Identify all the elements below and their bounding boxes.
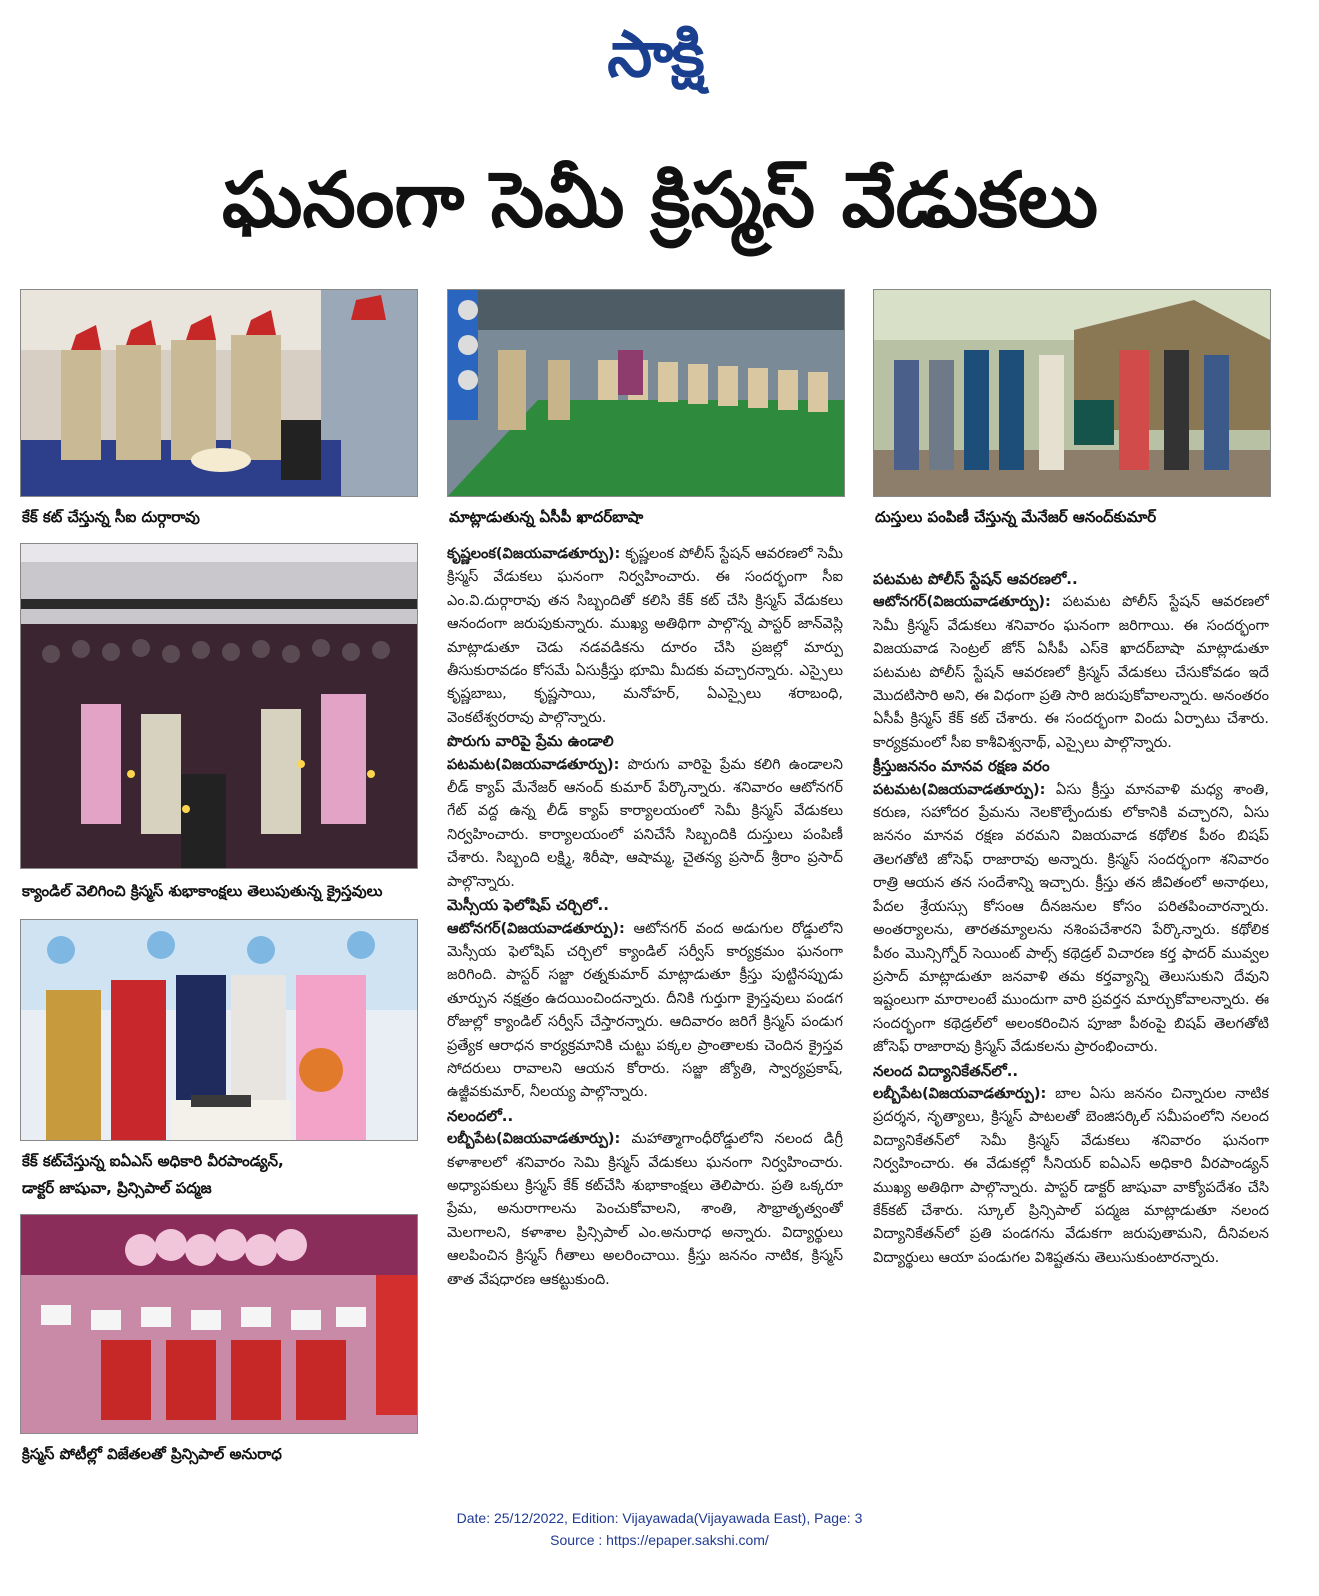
dateline: పటమట(విజయవాడతూర్పు):: [873, 781, 1046, 798]
photo-clothes-distribution: [873, 289, 1271, 497]
dateline: లబ్బీపేట(విజయవాడతూర్పు):: [447, 1131, 621, 1148]
paragraph-leadcap: [447, 754, 843, 894]
sakshi-logo: సాక్షి: [607, 17, 703, 92]
photo-competition-winners: [20, 1214, 418, 1434]
paragraph-nalanda-vidyaniketan: [873, 1083, 1269, 1270]
paragraph-text: ఆటోనగర్ వంద అడుగుల రోడ్డులోని మెస్సీయ ఫెలోషిప్ చర్చిలో క్యాండిల్ సర్వీస్ కార్యక్రమం ఘనంగా జరిగింది. పాస్టర్ సజ్జా రత్నకుమార్ మాట్లాడుతూ క్రీస్తు పుట్టినప్పుడు తూర్పున నక్షత్రం ఉదయించిందన్నారు. దీనికి గుర్తుగా క్రైస్తవులు పండగ రోజుల్లో క్యాండిల్ సర్వీస్ చేస్తారన్నారు. ఆదివారం జరిగే క్రిస్మస్ పండుగ ప్రత్యేక ఆరాధన కార్యక్రమానికి చుట్టు పక్కల ప్రాంతాలకు చెందిన క్రైస్తవ సోదరులు రావాలని ఆయన కోరారు. సజ్జా జ్యోతి, స్వార్యప్రకాష్, ఉజ్జీవకుమార్, నీలయ్య పాల్గొన్నారు.: [447, 920, 843, 1101]
paragraph-text: బాల ఏసు జననం చిన్నారుల నాటిక ప్రదర్శన, నృత్యాలు, క్రిస్మస్ పాటలతో బెంజిసర్కిల్ సమీపంలోని నలంద విద్యానికేతన్‌లో సెమీ క్రిస్మస్ వేడుకలు శనివారం ఘనంగా నిర్వహించారు. ఈ వేడుకల్లో సీనియర్ ఐఏఎస్ అధికారి వీరపాండ్యన్ ముఖ్య అతిథిగా పాల్గొన్నారు. పాస్టర్ డాక్టర్ జాషువా వాక్యోపదేశం చేసి కేక్‌కట్ చేశారు. స్కూల్ ప్రిన్సిపాల్ పద్మజ మాట్లాడుతూ నలంద విద్యానికేతన్‌లో ప్రతి పండగను వేడుకగా జరుపుతామని, దీనివలన విద్యార్థులు ఆయా పండుగల విశిష్టతను తెలుసుకుంటారన్నారు.: [873, 1085, 1269, 1266]
paragraph-krishnalanka: [447, 543, 843, 730]
paragraph-text: కృష్ణలంక పోలీస్ స్టేషన్ ఆవరణలో సెమీ క్రిస్మస్ వేడుకలు ఘనంగా నిర్వహించారు. ఈ సందర్భంగా సీఐ ఎం.వి.దుర్గారావు తన సిబ్బందితో కలిసి కేక్ కట్ చేసి క్రిస్మస్ వేడుకలు ఆనందంగా జరుపుకున్నారు. ముఖ్య అతిథిగా పాల్గొన్న పాస్టర్ జాన్‌వెస్లి మాట్లాడుతూ చెడు నడవడికను దూరం చేసి ప్రజల్లో మార్పు తీసుకురావడం కోసమే ఏసుక్రీస్తు భూమి మీదకు వచ్చారన్నారు. ఎస్సైలు కృష్ణబాబు, కృష్ణసాయి, మనోహర్, ఏఎస్సైలు శరాబంధి, వెంకటేశ్వరరావు పాల్గొన్నారు.: [447, 546, 843, 726]
photo2-caption: మాట్లాడుతున్న ఏసీపీ ఖాదర్‌బాషా: [449, 508, 644, 526]
photo-candle-lighting: [20, 543, 418, 869]
photo-ias-cake-cutting: [20, 919, 418, 1141]
dateline: ఆటోనగర్(విజయవాడతూర్పు):: [873, 594, 1051, 611]
subheading: క్రీస్తుజననం మానవ రక్షణ వరం: [873, 757, 1050, 776]
paragraph-text: పొరుగు వారిపై ప్రేమ కలిగి ఉండాలని లీడ్ క్యాప్ మేనేజర్ ఆనంద్ కుమార్ పేర్కొన్నారు. శనివారం ఆటోనగర్ గేట్ వద్ద ఉన్న లీడ్ క్యాప్ కార్యాలయంలో సెమీ క్రిస్మస్ వేడుకలు నిర్వహించారు. కార్యాలయంలో పనిచేసే సిబ్బందికి దుస్తులు పంపిణీ చేశారు. సిబ్బంది లక్ష్మి, శిరీషా, ఆషామ్మ, చైతన్య ప్రసాద్ శ్రీరాం ప్రసాద్ పాల్గొన్నారు.: [447, 756, 843, 890]
paragraph-text: పటమట పోలీస్ స్టేషన్ ఆవరణలో సెమీ క్రిస్మస్ వేడుకలు శనివారం ఘనంగా జరిగాయి. ఈ సందర్భంగా విజయవాడ సెంట్రల్ జోన్ ఏసీపీ ఎస్‌కె ఖాదర్‌బాషా మాట్లాడుతూ పటమట పోలీస్ స్టేషన్ ఆవరణలో క్రిస్మస్ వేడుకలు చేసుకోవడం ఇదే మొదటిసారి అని, ఈ విధంగా ప్రతి సారి జరుపుకోవాలన్నారు. అనంతరం ఏసీపీ క్రిస్మస్ కేక్ కట్ చేశారు. ఈ సందర్భంగా విందు ఏర్పాటు చేశారు. కార్యక్రమంలో సీఐ కాశీవిశ్వనాథ్, ఎస్సైలు పాల్గొన్నారు.: [873, 594, 1269, 751]
paragraph-messiah-church: [447, 918, 843, 1105]
photo6-caption: క్రిస్మస్ పోటీల్లో విజేతలతో ప్రిన్సిపాల్ అనురాధ: [22, 1445, 282, 1463]
paragraph-bishop-message: [873, 779, 1269, 1060]
dateline: పటమట(విజయవాడతూర్పు):: [447, 756, 620, 773]
paragraph-nalanda-college: [447, 1128, 843, 1292]
photo-acp-speaking: [447, 289, 845, 497]
article-column-middle: [447, 543, 843, 1483]
photo-ci-cake-cutting: [20, 289, 418, 497]
subheading: పొరుగు వారిపై ప్రేమ ఉండాలి: [447, 732, 614, 751]
paragraph-text: ఏసు క్రీస్తు మానవాళి మధ్య శాంతి, కరుణ, సహోదర ప్రేమను నెలకొల్పేందుకు లోకానికి వచ్చారని, ఏసు జననం మానవ రక్షణ వరమని విజయవాడ కథోలిక పీఠం బిషప్ తెలగతోటి జోసెఫ్ రాజారావు అన్నారు. క్రిస్మస్ సందర్భంగా శనివారం రాత్రి ఆయన తన సందేశాన్ని ఇచ్చారు. క్రీస్తు తన జీవితంలో అనాథలు, పేదల శ్రేయస్సు కోసంఆ దీనజనుల కోసం పరితపించారన్నారు. అంతర్యాలను, తారతమ్యాలను నశింపచేశారని పేర్కొన్నారు. కథోలిక పీఠం మొన్సిగ్నోర్ సెయింట్ పాల్స్ కథెడ్రల్ విచారణ కర్త ఫాదర్ మువ్వల ప్రసాద్ మాట్లాడుతూ జనవాళి తమ కర్తవ్యాన్ని తెలుసుకుని దేవుని ఇష్టంలుగా మారాలంటే ముందుగా వారి ప్రవర్తన మార్చుకోవాలన్నారు. ఈ సందర్భంగా కథెడ్రల్‌లో అలంకరించిన పూజా పీఠంపై బిషప్ తెలగతోటి జోసెఫ్ రాజారావు క్రిస్మస్ వేడుకలను ప్రారంభించారు.: [873, 781, 1269, 1056]
photo5-caption-line1: కేక్ కట్‌చేస్తున్న ఐఏఎస్ అధికారి వీరపాండ్యన్,: [22, 1152, 284, 1170]
photo5-caption-line2: డాక్టర్ జాషువా, ప్రిన్సిపాల్ పద్మజ: [22, 1179, 212, 1197]
footer-source-link[interactable]: Source : https://epaper.sakshi.com/: [550, 1532, 769, 1548]
subheading: పటమట పోలీస్ స్టేషన్ ఆవరణలో..: [873, 570, 1078, 588]
subheading: నలంద విద్యానికేతన్‌లో..: [873, 1061, 1019, 1080]
dateline: కృష్ణలంక(విజయవాడతూర్పు):: [447, 546, 621, 562]
article-column-right: [873, 568, 1269, 1483]
photo1-caption: కేక్ కట్ చేస్తున్న సీఐ దుర్గారావు: [22, 508, 200, 526]
footer-date-edition: Date: 25/12/2022, Edition: Vijayawada(Vijayawada East), Page: 3: [456, 1510, 863, 1526]
paragraph-text: మహాత్మాగాంధీరోడ్డులోని నలంద డిగ్రీ కళాశాలలో శనివారం సెమి క్రిస్మస్ వేడుకలు ఘనంగా నిర్వహించారు. అధ్యాపకులు క్రిస్మస్ కేక్ కట్‌చేసి శుభాకాంక్షలు తెలిపారు. ప్రతి ఒక్కరూ ప్రేమ, అనురాగాలను పెంచుకోవాలని, శాంతి, సౌభ్రాతృత్వంతో మెలగాలని, కళాశాల ప్రిన్సిపాల్ ఎం.అనురాధ అన్నారు. విద్యార్థులు ఆలపించిన క్రిస్మస్ గీతాలు అలరించాయి. క్రీస్తు జననం నాటిక, క్రిస్మస్ తాత వేషధారణ ఆకట్టుకుంది.: [447, 1131, 843, 1288]
photo3-caption: దుస్తులు పంపిణీ చేస్తున్న మేనేజర్ ఆనంద్‌కుమార్: [875, 508, 1157, 526]
headline: ఘనంగా సెమీ క్రిస్మస్ వేడుకలు: [221, 155, 1099, 244]
photo4-caption: క్యాండిల్ వెలిగించి క్రిస్మస్ శుభాకాంక్షలు తెలుపుతున్న క్రైస్తవులు: [22, 882, 383, 900]
paragraph-patamata-police: [873, 591, 1269, 755]
subheading: నలందలో..: [447, 1106, 514, 1125]
dateline: లబ్బీపేట(విజయవాడతూర్పు):: [873, 1085, 1047, 1102]
dateline: ఆటోనగర్(విజయవాడతూర్పు):: [447, 920, 625, 937]
subheading: మెస్సీయ ఫెలోషిప్ చర్చిలో..: [447, 896, 609, 915]
